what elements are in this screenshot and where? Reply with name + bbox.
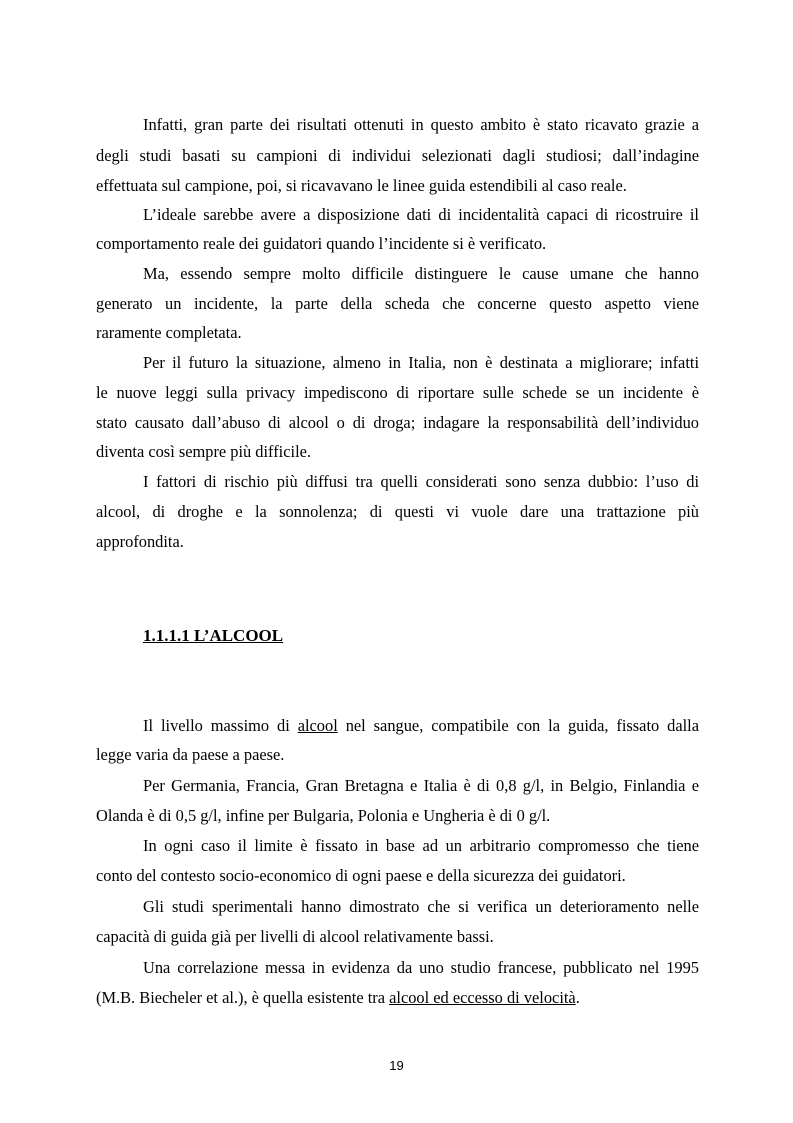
paragraph-line: comportamento reale dei guidatori quando l’incidente si è verificato.: [96, 234, 547, 253]
section-heading: 1.1.1.1 L’ALCOOL: [143, 626, 284, 645]
paragraph-line: capacità di guida già per livelli di alcool relativamente bassi.: [96, 927, 494, 946]
paragraph-line: Infatti, gran parte dei risultati ottenuti in questo ambito è stato ricavato grazie a: [143, 115, 699, 134]
paragraph-line: approfondita.: [96, 532, 184, 551]
paragraph-line: alcool, di droghe e la sonnolenza; di questi vi vuole dare una trattazione più: [96, 502, 699, 521]
paragraph-line: Ma, essendo sempre molto difficile distinguere le cause umane che hanno: [143, 264, 699, 283]
paragraph-line: conto del contesto socio-economico di ogni paese e della sicurezza dei guidatori.: [96, 866, 626, 885]
paragraph-line: generato un incidente, la parte della scheda che concerne questo aspetto viene: [96, 294, 699, 313]
page-number: 19: [389, 1058, 404, 1073]
paragraph-line: degli studi basati su campioni di individui selezionati dagli studiosi; dall’indagine: [96, 146, 699, 165]
paragraph-line: Per il futuro la situazione, almeno in Italia, non è destinata a migliorare; infatti: [143, 353, 699, 372]
paragraph-line: effettuata sul campione, poi, si ricavavano le linee guida estendibili al caso reale.: [96, 176, 627, 195]
paragraph-line: (M.B. Biecheler et al.), è quella esistente tra alcool ed eccesso di velocità.: [96, 988, 580, 1007]
paragraph-line: L’ideale sarebbe avere a disposizione dati di incidentalità capaci di ricostruire il: [143, 205, 699, 224]
paragraph-line: raramente completata.: [96, 323, 242, 342]
paragraph-line: In ogni caso il limite è fissato in base ad un arbitrario compromesso che tiene: [143, 836, 699, 855]
paragraph-line: Gli studi sperimentali hanno dimostrato che si verifica un deterioramento nelle: [143, 897, 699, 916]
paragraph-line: stato causato dall’abuso di alcool o di droga; indagare la responsabilità dell’individuo: [96, 413, 699, 432]
paragraph-line: legge varia da paese a paese.: [96, 745, 285, 764]
paragraph-line: diventa così sempre più difficile.: [96, 442, 311, 461]
paragraph-line: le nuove leggi sulla privacy impediscono di riportare sulle schede se un incidente è: [96, 383, 699, 402]
paragraph-line: Una correlazione messa in evidenza da uno studio francese, pubblicato nel 1995: [143, 958, 699, 977]
alcool-link[interactable]: alcool: [297, 716, 338, 735]
paragraph-line: Il livello massimo di alcool nel sangue, compatibile con la guida, fissato dalla: [143, 716, 699, 735]
alcool-velocita-link[interactable]: alcool ed eccesso di velocità: [389, 988, 576, 1007]
paragraph-line: Per Germania, Francia, Gran Bretagna e Italia è di 0,8 g/l, in Belgio, Finlandia e: [143, 776, 699, 795]
paragraph-line: I fattori di rischio più diffusi tra quelli considerati sono senza dubbio: l’uso di: [143, 472, 699, 491]
paragraph-line: Olanda è di 0,5 g/l, infine per Bulgaria, Polonia e Ungheria è di 0 g/l.: [96, 806, 551, 825]
